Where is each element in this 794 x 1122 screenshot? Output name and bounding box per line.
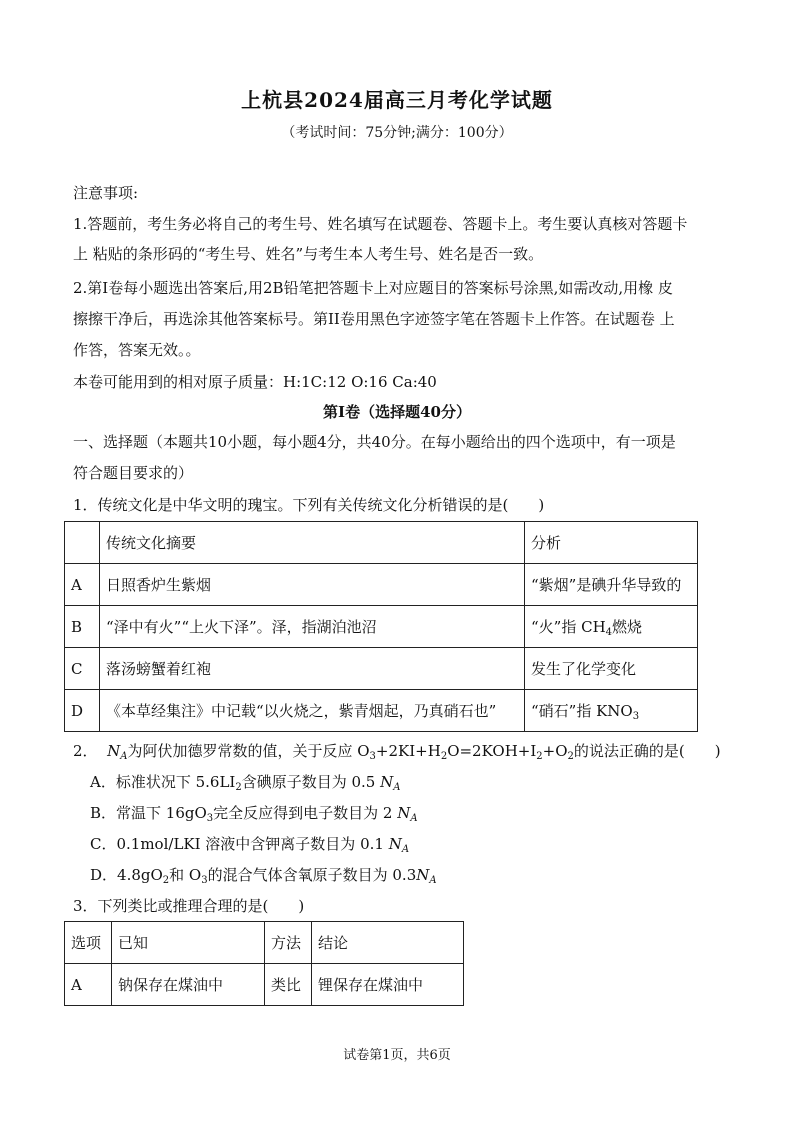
- na-symbol: N: [416, 866, 430, 884]
- notice-item1-line1: 1.答题前，考生务必将自己的考生号、姓名填写在试题卷、答题卡上。考生要认真核对答题卡: [73, 215, 688, 233]
- option-text: B．常温下 16gO: [90, 804, 207, 822]
- option-text: D．4.8gO: [90, 866, 163, 884]
- na-symbol: N: [388, 835, 402, 853]
- option-text: C．0.1mol/LKI 溶液中含钾离子数目为 0.1: [90, 835, 389, 853]
- stem-text: +O: [542, 742, 568, 760]
- subscript: 3: [369, 751, 376, 762]
- notice-item1-line2: 上 粘贴的条形码的“考生号、姓名”与考生本人考生号、姓名是否一致。: [73, 245, 544, 263]
- subscript: [402, 844, 409, 855]
- subscript: 2: [235, 782, 242, 793]
- excerpt-cell: 《本草经集注》中记载“以火烧之，紫青烟起，乃真硝石也”: [100, 690, 525, 732]
- page-title: 上杭县2024届高三月考化学试题: [241, 88, 553, 112]
- subscript: 4: [605, 626, 613, 638]
- notice-item2-line2: 擦擦干净后，再选涂其他答案标号。第II卷用黑色字迹签字笔在答题卡上作答。在试题卷 上: [73, 310, 675, 328]
- option-text: 含碘原子数目为 0.5: [241, 773, 381, 791]
- atomic-mass-note: 本卷可能用到的相对原子质量：H:1C:12 O:16 Ca:40: [73, 373, 437, 391]
- table-header-cell: 结论: [312, 922, 464, 964]
- question-2-option-b: [90, 800, 725, 832]
- question-number: 2．: [73, 742, 98, 760]
- table-header-cell: 分析: [525, 522, 698, 564]
- question-1-stem: 1．传统文化是中华文明的瑰宝。下列有关传统文化分析错误的是( ): [73, 496, 545, 514]
- analysis-text: 燃烧: [612, 617, 643, 636]
- table-row: [65, 690, 698, 732]
- subscript: [429, 875, 436, 886]
- table-header-row: [65, 522, 698, 564]
- table-header-cell: 已知: [112, 922, 265, 964]
- subscript: 2: [162, 875, 170, 886]
- na-subscript: A: [401, 844, 410, 855]
- notice-item2-line3: 作答，答案无效。。: [73, 341, 201, 359]
- question-2-stem: [73, 738, 725, 770]
- question-1-table: [64, 521, 698, 732]
- question-3-stem: 3．下列类比或推理合理的是( ): [73, 897, 305, 915]
- excerpt-cell: “泽中有火”“上火下泽”。泽，指湖泊池沼: [100, 606, 525, 648]
- analysis-cell: [525, 606, 698, 648]
- question-2-option-c: [90, 831, 725, 863]
- table-row: [65, 964, 464, 1006]
- stem-text: +2KI+H: [375, 742, 441, 760]
- subscript: 2: [567, 751, 574, 762]
- option-text: 和 O: [169, 866, 202, 884]
- na-symbol: N: [397, 804, 411, 822]
- question-3-table: [64, 921, 464, 1006]
- option-label: A: [65, 564, 100, 606]
- analysis-text: “火”指 CH: [531, 617, 606, 636]
- method-cell: 类比: [265, 964, 312, 1006]
- option-text: 的混合气体含氧原子数目为 0.3: [207, 866, 417, 884]
- na-subscript: A: [429, 875, 437, 886]
- option-text: A．标准状况下 5.6LI: [90, 773, 236, 791]
- table-header-cell: 传统文化摘要: [100, 522, 525, 564]
- option-label: B: [65, 606, 100, 648]
- section-intro-line1: 一、选择题（本题共10小题，每小题4分，共40分。在每小题给出的四个选项中，有一项是: [73, 433, 676, 451]
- table-header-row: [65, 922, 464, 964]
- analysis-text: “硝石”指 KNO: [531, 701, 633, 720]
- table-row: [65, 606, 698, 648]
- option-label: C: [65, 648, 100, 690]
- na-subscript: A: [120, 751, 128, 762]
- table-header-cell: 方法: [265, 922, 312, 964]
- analysis-cell: [525, 690, 698, 732]
- option-label: A: [65, 964, 112, 1006]
- known-cell: 钠保存在煤油中: [112, 964, 265, 1006]
- na-symbol: N: [380, 773, 394, 791]
- table-row: [65, 648, 698, 690]
- excerpt-cell: 落汤螃蟹着红袍: [100, 648, 525, 690]
- subscript: 3: [201, 875, 208, 886]
- na-subscript: A: [410, 813, 418, 824]
- analysis-cell: 发生了化学变化: [525, 648, 698, 690]
- na-subscript: A: [393, 782, 401, 793]
- conclusion-cell: 锂保存在煤油中: [312, 964, 464, 1006]
- question-2-option-d: [90, 862, 725, 894]
- table-header-cell: 选项: [65, 922, 112, 964]
- subscript: 2: [440, 751, 448, 762]
- subscript: [393, 782, 400, 793]
- page-footer: 试卷第1页，共6页: [343, 1048, 451, 1063]
- notice-item2-line1: 2.第I卷每小题选出答案后,用2B铅笔把答题卡上对应题目的答案标号涂黑,如需改动,用橡 皮: [73, 279, 673, 297]
- section-title: 第I卷（选择题40分）: [323, 403, 471, 421]
- subscript: [410, 813, 417, 824]
- stem-text: 为阿伏加德罗常数的值，关于反应 O: [127, 742, 370, 760]
- option-label: D: [65, 690, 100, 732]
- subscript: 3: [206, 813, 214, 824]
- table-row: [65, 564, 698, 606]
- stem-text: O=2KOH+I: [447, 742, 537, 760]
- subscript: 2: [536, 751, 543, 762]
- option-text: 完全反应得到电子数目为 2: [213, 804, 398, 822]
- notice-heading: 注意事项:: [73, 184, 139, 202]
- exam-time-info: （考试时间：75分钟;满分：100分）: [281, 125, 513, 141]
- section-intro-line2: 符合题目要求的）: [73, 464, 194, 482]
- excerpt-cell: 日照香炉生紫烟: [100, 564, 525, 606]
- stem-text: 的说法正确的是( ): [573, 742, 721, 760]
- subscript: 3: [632, 710, 640, 722]
- na-symbol: N: [107, 742, 121, 760]
- question-2-option-a: [90, 769, 725, 801]
- table-header-cell: [65, 522, 100, 564]
- analysis-cell: “紫烟”是碘升华导致的: [525, 564, 698, 606]
